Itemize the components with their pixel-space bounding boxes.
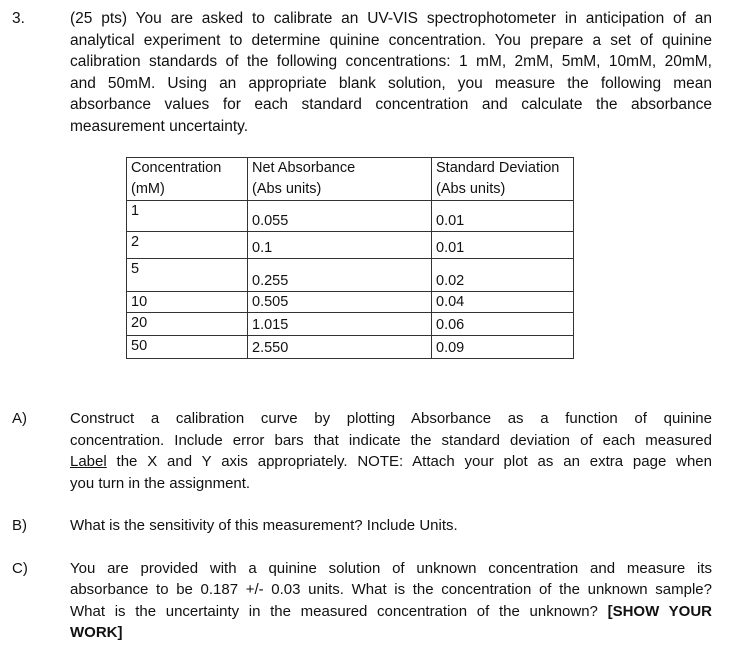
intro-line: absorbance values for each standard concentration and calculate the absorbance — [70, 96, 712, 113]
cell-std-dev: 0.02 — [432, 259, 574, 292]
table-header-row — [127, 158, 574, 201]
label-emphasis: Label — [70, 453, 107, 470]
cell-std-dev: 0.04 — [432, 292, 574, 313]
cell-concentration: 10 — [127, 292, 248, 313]
part-c-label: C) — [12, 559, 28, 577]
cell-concentration: 50 — [127, 336, 248, 359]
part-a: A) Construct a calibration curve by plotting Absorbance as a function of quinine concentration. Include error bars that indicate the standard deviation of each measured Label the X and Y axis appropriately. NOTE: Attach your plot as an extra page when you turn in the assignment. — [12, 410, 712, 492]
table-row — [127, 313, 574, 336]
table-row — [127, 201, 574, 232]
calibration-table — [126, 157, 574, 359]
cell-std-dev: 0.01 — [432, 201, 574, 232]
intro-line: and 50mM. Using an appropriate blank solution, you measure the following mean — [70, 74, 712, 92]
cell-concentration: 5 — [127, 259, 248, 292]
part-c: C) You are provided with a quinine solution of unknown concentration and measure its absorbance to be 0.187 +/- 0.03 units. What is the concentration of the unknown sample? What is the uncertainty in the measured concentration of the unknown? [SHOW YOUR WORK] — [12, 559, 712, 641]
question-parts — [12, 408, 712, 644]
cell-absorbance: 0.255 — [248, 259, 432, 292]
cell-concentration: 20 — [127, 313, 248, 336]
question-number: 3. — [12, 10, 25, 27]
table-row — [127, 336, 574, 359]
cell-concentration: 2 — [127, 232, 248, 259]
cell-std-dev: 0.06 — [432, 313, 574, 336]
cell-absorbance: 1.015 — [248, 313, 432, 336]
intro-line: analytical experiment to determine quinine concentration. You prepare a set of quinine — [70, 31, 712, 49]
cell-absorbance: 2.550 — [248, 336, 432, 359]
cell-std-dev: 0.09 — [432, 336, 574, 359]
table-row — [127, 232, 574, 259]
show-work-emphasis: [SHOW YOUR — [607, 602, 712, 620]
part-b-label: B) — [12, 517, 27, 534]
header-standard-deviation: Standard Deviation (Abs units) — [432, 158, 574, 201]
question-intro — [12, 8, 712, 137]
table-row — [127, 259, 574, 292]
cell-absorbance: 0.505 — [248, 292, 432, 313]
header-net-absorbance: Net Absorbance (Abs units) — [248, 158, 432, 201]
intro-line: calibration standards of the following concentrations: 1 mM, 2mM, 5mM, 10mM, 20mM, — [70, 53, 712, 70]
cell-absorbance: 0.055 — [248, 201, 432, 232]
intro-line: (25 pts) You are asked to calibrate an UV-VIS spectrophotometer in anticipation of an — [70, 10, 712, 27]
intro-line: measurement uncertainty. — [70, 117, 249, 135]
part-a-label: A) — [12, 410, 27, 427]
table-row — [127, 292, 574, 313]
cell-absorbance: 0.1 — [248, 232, 432, 259]
cell-std-dev: 0.01 — [432, 232, 574, 259]
part-b: B) What is the sensitivity of this measurement? Include Units. — [12, 515, 712, 537]
cell-concentration: 1 — [127, 201, 248, 232]
header-concentration: Concentration (mM) — [127, 158, 248, 201]
